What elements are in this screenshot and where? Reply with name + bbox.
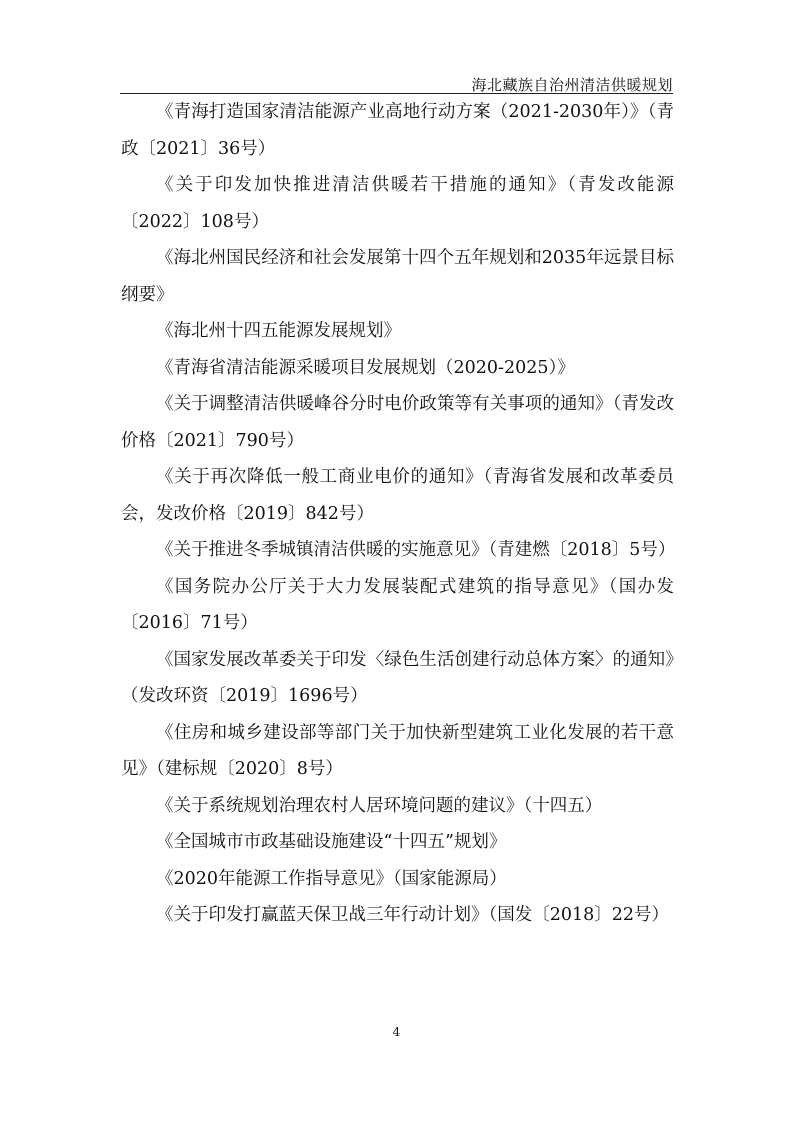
reference-item: 《海北州十四五能源发展规划》: [156, 321, 401, 341]
reference-item: 《2020年能源工作指导意见》（国家能源局）: [156, 868, 507, 889]
reference-item: 《住房和城乡建设部等部门关于加快新型建筑工业化发展的若干意见》（建标规〔2020〕8号）: [121, 722, 674, 779]
reference-item: 《青海省清洁能源采暖项目发展规划（2020-2025）》: [156, 357, 575, 378]
running-header-title: 海北藏族自治州清洁供暖规划: [471, 76, 673, 94]
reference-item: 《国务院办公厅关于大力发展装配式建筑的指导意见》（国办发〔2016〕71号）: [121, 576, 674, 633]
reference-item: 《关于印发打赢蓝天保卫战三年行动计划》（国发〔2018〕22号）: [156, 905, 670, 925]
reference-item: 《关于系统规划治理农村人居环境问题的建议》（十四五）: [156, 795, 603, 816]
reference-item: 《关于推进冬季城镇清洁供暖的实施意见》（青建燃〔2018〕5号）: [156, 540, 676, 560]
reference-item: 《关于再次降低一般工商业电价的通知》（青海省发展和改革委员会，发改价格〔2019〕842号）: [121, 467, 674, 524]
reference-item: 《全国城市市政基础设施建设“十四五”规划》: [156, 832, 507, 852]
reference-item: 《关于调整清洁供暖峰谷分时电价政策等有关事项的通知》（青发改价格〔2021〕790号）: [121, 394, 674, 451]
reference-item: 《青海打造国家清洁能源产业高地行动方案（2021-2030年）》（青政〔2021〕36号）: [121, 102, 674, 159]
reference-item: 《关于印发加快推进清洁供暖若干措施的通知》（青发改能源〔2022〕108号）: [121, 175, 674, 232]
reference-item: 《国家发展改革委关于印发〈绿色生活创建行动总体方案〉的通知》（发改环资〔2019〕1696号）: [121, 649, 674, 706]
page-number: 4: [392, 1025, 401, 1039]
reference-list: [121, 94, 674, 934]
reference-item: 《海北州国民经济和社会发展第十四个五年规划和2035年远景目标纲要》: [121, 248, 674, 305]
